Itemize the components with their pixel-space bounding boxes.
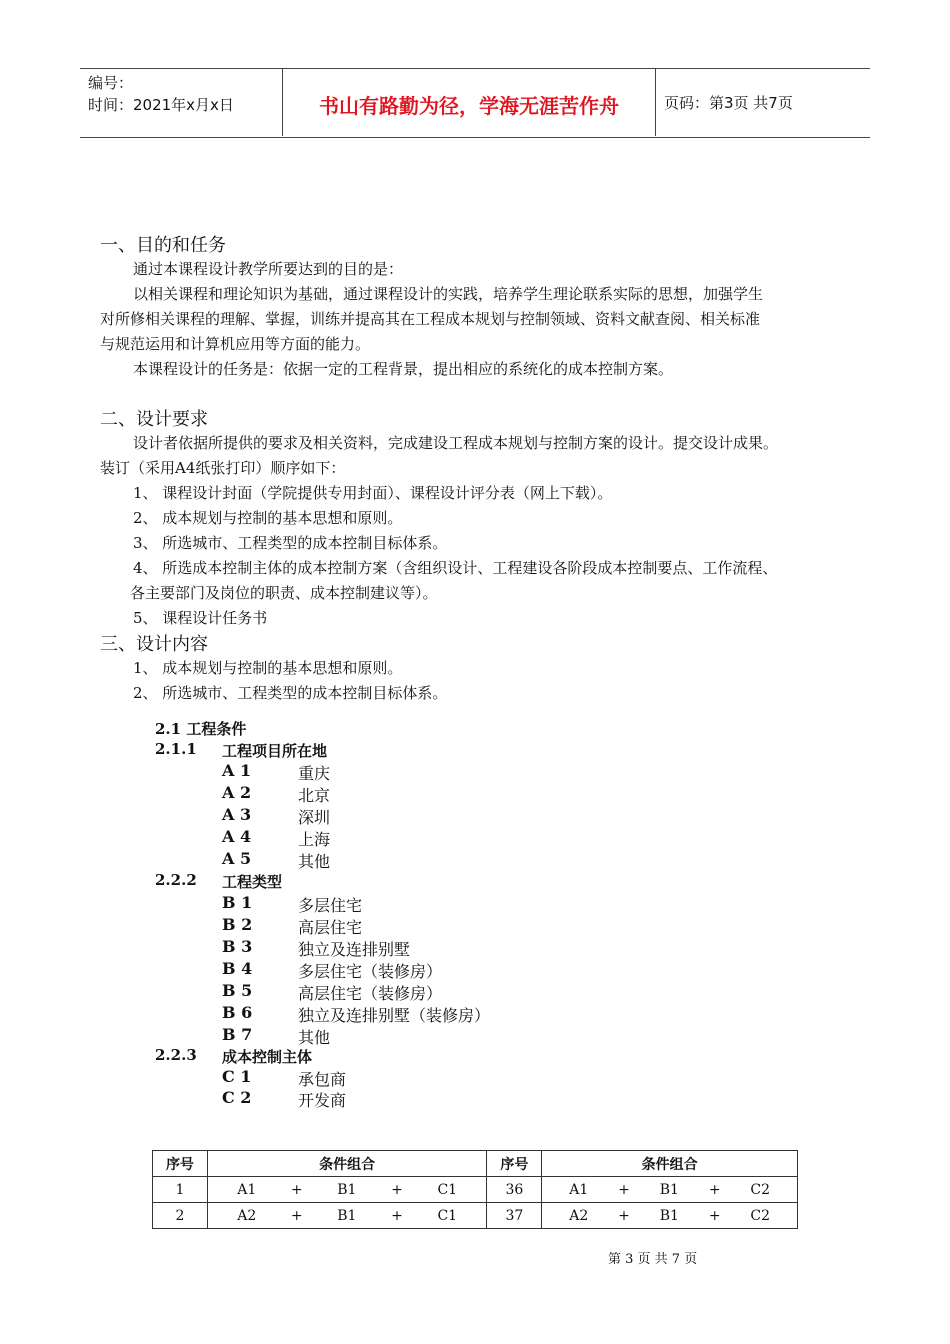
subsection-2-1-1-number: 2.1.1	[155, 740, 197, 758]
section-2-item: 2、 成本规划与控制的基本思想和原则。	[133, 509, 403, 527]
section-3-item: 2、 所选城市、工程类型的成本控制目标体系。	[133, 684, 448, 702]
combo-part: +	[290, 1181, 303, 1198]
subsection-2-1: 2.1 工程条件	[155, 720, 247, 738]
header-index: 序号	[153, 1151, 208, 1177]
section-3-title: 三、设计内容	[100, 634, 208, 655]
condition-code: B 6	[222, 1003, 253, 1022]
row-index: 1	[153, 1177, 208, 1203]
combo-part: C1	[437, 1181, 458, 1198]
combo-part: +	[391, 1207, 403, 1224]
condition-value: 独立及连排别墅（装修房）	[298, 1006, 491, 1025]
subsection-2-2-2-title: 工程类型	[222, 873, 283, 891]
condition-code: B 1	[222, 893, 253, 912]
condition-code: B 5	[222, 981, 253, 1000]
condition-value: 重庆	[298, 764, 331, 783]
combo-part: +	[618, 1207, 630, 1224]
combo-part: +	[290, 1207, 303, 1224]
row-index: 37	[487, 1203, 542, 1229]
section-1-p1: 通过本课程设计教学所要达到的目的是：	[133, 260, 404, 278]
table-row	[153, 1203, 798, 1229]
condition-value: 深圳	[298, 808, 331, 827]
combo-part: A2	[569, 1207, 589, 1224]
header-combo: 条件组合	[207, 1151, 487, 1177]
header-combo: 条件组合	[542, 1151, 798, 1177]
header-divider-right	[655, 68, 656, 136]
combo-part: B1	[337, 1207, 357, 1224]
combo-part: B1	[659, 1207, 679, 1224]
header-left	[88, 72, 234, 116]
section-2-item: 5、 课程设计任务书	[133, 609, 268, 627]
subsection-2-2-2-number: 2.2.2	[155, 871, 197, 889]
condition-code: A 1	[222, 761, 252, 780]
section-1-p2b: 对所修相关课程的理解、掌握，训练并提高其在工程成本规划与控制领域、资料文献查阅、相关标准	[100, 310, 761, 328]
date-label: 时间：2021年x月x日	[88, 96, 234, 114]
row-combo	[542, 1203, 798, 1229]
page-footer: 第 3 页 共 7 页	[608, 1252, 698, 1267]
section-2-item: 4、 所选成本控制主体的成本控制方案（含组织设计、工程建设各阶段成本控制要点、工作流程、	[133, 559, 778, 577]
condition-code: A 4	[222, 827, 252, 846]
section-1-title: 一、目的和任务	[100, 235, 226, 256]
condition-table	[152, 1150, 798, 1229]
table-row	[153, 1177, 798, 1203]
condition-code: B 3	[222, 937, 253, 956]
section-2-item: 1、 课程设计封面（学院提供专用封面）、课程设计评分表（网上下载）。	[133, 484, 613, 502]
condition-code: A 2	[222, 783, 252, 802]
row-combo	[207, 1177, 487, 1203]
section-1-p2c: 与规范运用和计算机应用等方面的能力。	[100, 335, 371, 353]
condition-code: C 2	[222, 1088, 252, 1107]
combo-part: A1	[237, 1181, 257, 1198]
condition-code: B 2	[222, 915, 253, 934]
section-2-p1b: 装订（采用A4纸张打印）顺序如下：	[100, 459, 346, 477]
condition-code: A 5	[222, 849, 252, 868]
section-3-item: 1、 成本规划与控制的基本思想和原则。	[133, 659, 403, 677]
section-2-item: 各主要部门及岗位的职责、成本控制建议等）。	[130, 584, 438, 602]
condition-value: 高层住宅（装修房）	[298, 984, 443, 1003]
combo-part: +	[391, 1181, 403, 1198]
combo-part: +	[708, 1207, 721, 1224]
subsection-2-2-3-number: 2.2.3	[155, 1046, 197, 1064]
table-header-row	[153, 1151, 798, 1177]
condition-value: 高层住宅	[298, 918, 363, 937]
combo-part: A1	[569, 1181, 589, 1198]
condition-value: 其他	[298, 1028, 331, 1047]
condition-value: 承包商	[298, 1070, 347, 1089]
combo-part: C2	[750, 1181, 771, 1198]
subsection-2-2-3-title: 成本控制主体	[222, 1048, 313, 1066]
combo-part: +	[708, 1181, 721, 1198]
subsection-2-1-1-title: 工程项目所在地	[222, 742, 328, 760]
condition-code: A 3	[222, 805, 252, 824]
header-index: 序号	[487, 1151, 542, 1177]
section-1-p2a: 以相关课程和理论知识为基础，通过课程设计的实践，培养学生理论联系实际的思想，加强学生	[133, 285, 764, 303]
condition-code: C 1	[222, 1067, 252, 1086]
condition-value: 北京	[298, 786, 331, 805]
condition-code: B 7	[222, 1025, 253, 1044]
number-label: 编号：	[88, 74, 134, 92]
condition-value: 多层住宅	[298, 896, 363, 915]
combo-part: B1	[659, 1181, 679, 1198]
combo-part: C2	[750, 1207, 771, 1224]
motto: 书山有路勤为径，学海无涯苦作舟	[319, 94, 619, 118]
combo-part: A2	[237, 1207, 257, 1224]
combo-part: +	[618, 1181, 630, 1198]
section-2-p1a: 设计者依据所提供的要求及相关资料，完成建设工程成本规划与控制方案的设计。提交设计成果。	[133, 434, 779, 452]
condition-value: 独立及连排别墅	[298, 940, 411, 959]
condition-value: 其他	[298, 852, 331, 871]
row-index: 36	[487, 1177, 542, 1203]
row-combo	[542, 1177, 798, 1203]
row-combo	[207, 1203, 487, 1229]
condition-value: 上海	[298, 830, 331, 849]
condition-value: 开发商	[298, 1091, 347, 1110]
combo-part: B1	[337, 1181, 357, 1198]
page-label: 页码：第3页 共7页	[664, 94, 793, 112]
condition-code: B 4	[222, 959, 253, 978]
section-2-item: 3、 所选城市、工程类型的成本控制目标体系。	[133, 534, 448, 552]
row-index: 2	[153, 1203, 208, 1229]
combo-part: C1	[437, 1207, 458, 1224]
section-2-title: 二、设计要求	[100, 409, 208, 430]
section-1-p3: 本课程设计的任务是：依据一定的工程背景，提出相应的系统化的成本控制方案。	[133, 360, 674, 378]
condition-value: 多层住宅（装修房）	[298, 962, 443, 981]
